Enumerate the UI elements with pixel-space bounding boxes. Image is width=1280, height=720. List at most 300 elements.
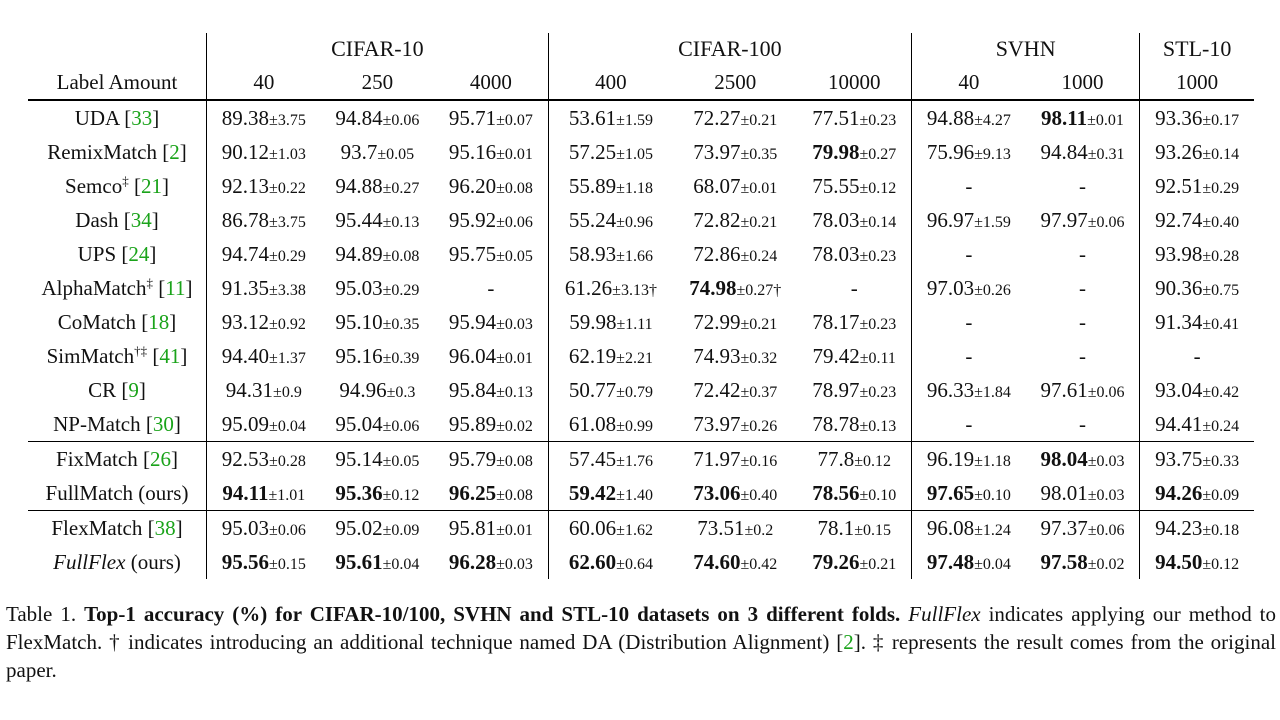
std-dev: ±0.06 bbox=[1087, 383, 1125, 401]
std-dev: ±3.75 bbox=[269, 213, 306, 231]
std-dev: ±0.03 bbox=[1087, 486, 1125, 504]
accuracy-value: 73.97 bbox=[693, 411, 741, 436]
accuracy-value: 72.86 bbox=[693, 241, 741, 266]
std-dev: ±0.12 bbox=[859, 179, 897, 197]
results-table bbox=[28, 33, 1254, 579]
std-dev: ±0.41 bbox=[1202, 315, 1240, 333]
value-cell bbox=[321, 545, 434, 579]
accuracy-value: 77.51 bbox=[812, 105, 860, 130]
std-dev: ±0.13 bbox=[859, 417, 897, 435]
table-row bbox=[28, 169, 1254, 203]
method-cell: CR [9] bbox=[88, 377, 146, 402]
dataset-header-row bbox=[28, 33, 1254, 65]
value-cell bbox=[797, 339, 911, 373]
value-cell bbox=[673, 407, 797, 442]
std-dev: ±0.01 bbox=[496, 145, 533, 163]
accuracy-value: 95.56 bbox=[221, 549, 270, 574]
std-dev: ±0.12 bbox=[854, 452, 891, 470]
std-dev: ±0.05 bbox=[496, 247, 533, 265]
std-dev: ±0.75 bbox=[1202, 281, 1240, 299]
citation-link[interactable]: 9 bbox=[128, 377, 139, 402]
std-dev: ±1.59 bbox=[616, 111, 653, 129]
table-row bbox=[28, 476, 1254, 511]
accuracy-value: 72.27 bbox=[693, 105, 741, 130]
std-dev: ±0.18 bbox=[1202, 521, 1240, 539]
method-name: FullFlex bbox=[53, 549, 126, 574]
accuracy-value: 90.36 bbox=[1155, 275, 1203, 300]
value-cell bbox=[434, 169, 548, 203]
std-dev: ±1.76 bbox=[616, 452, 653, 470]
value-cell bbox=[434, 511, 548, 546]
accuracy-value: 94.84 bbox=[335, 105, 383, 130]
accuracy-value: 73.97 bbox=[693, 139, 741, 164]
accuracy-value: 75.96 bbox=[926, 139, 975, 164]
accuracy-value: 96.19 bbox=[926, 446, 975, 471]
std-dev: ±0.11 bbox=[859, 349, 896, 367]
accuracy-value: 57.45 bbox=[568, 446, 617, 471]
method-cell: Dash [34] bbox=[75, 207, 159, 232]
value-cell bbox=[548, 407, 673, 442]
value-cell bbox=[912, 373, 1026, 407]
std-dev: ±0.27 bbox=[859, 145, 897, 163]
dataset-header-cifar100: CIFAR-100 bbox=[548, 33, 911, 65]
accuracy-value: 93.04 bbox=[1155, 377, 1203, 402]
accuracy-value: 97.97 bbox=[1040, 207, 1088, 232]
std-dev: ±0.08 bbox=[496, 179, 533, 197]
std-dev: ±0.06 bbox=[1087, 213, 1125, 231]
accuracy-value: - bbox=[487, 275, 495, 300]
table-row bbox=[28, 511, 1254, 546]
std-dev: ±0.79 bbox=[616, 383, 653, 401]
accuracy-value: 94.23 bbox=[1155, 515, 1203, 540]
table-row bbox=[28, 203, 1254, 237]
std-dev: ±0.12 bbox=[1202, 555, 1240, 573]
accuracy-value: 96.04 bbox=[448, 343, 497, 368]
std-dev: ±9.13 bbox=[974, 145, 1011, 163]
value-cell bbox=[1026, 135, 1140, 169]
method-name: UPS bbox=[77, 241, 117, 266]
accuracy-value: 74.93 bbox=[693, 343, 741, 368]
accuracy-value: 50.77 bbox=[568, 377, 617, 402]
accuracy-value: 74.98 bbox=[689, 275, 737, 300]
accuracy-value: 93.36 bbox=[1155, 105, 1203, 130]
dataset-header-stl10: STL-10 bbox=[1140, 33, 1254, 65]
value-cell bbox=[673, 237, 797, 271]
std-dev: ±0.21 bbox=[740, 111, 778, 129]
accuracy-value: 95.84 bbox=[448, 377, 497, 402]
accuracy-value: - bbox=[965, 173, 973, 198]
value-cell bbox=[912, 545, 1026, 579]
value-cell bbox=[1026, 203, 1140, 237]
value-cell bbox=[912, 135, 1026, 169]
col-header: 1000 bbox=[1026, 65, 1140, 100]
value-cell bbox=[434, 476, 548, 511]
accuracy-value: 95.02 bbox=[335, 515, 383, 540]
value-cell bbox=[797, 476, 911, 511]
accuracy-value: 95.61 bbox=[335, 549, 383, 574]
value-cell bbox=[912, 305, 1026, 339]
std-dev: ±1.05 bbox=[616, 145, 653, 163]
citation-link[interactable]: 18 bbox=[148, 309, 170, 334]
value-cell bbox=[207, 135, 321, 169]
std-dev: ±0.15 bbox=[269, 555, 306, 573]
accuracy-value: 94.41 bbox=[1155, 411, 1203, 436]
value-cell bbox=[797, 373, 911, 407]
accuracy-value: - bbox=[1078, 275, 1086, 300]
std-dev: ±0.08 bbox=[382, 247, 420, 265]
caption-cite[interactable]: 2 bbox=[843, 630, 854, 654]
value-cell bbox=[548, 442, 673, 477]
std-dev: ±0.29 bbox=[1202, 179, 1240, 197]
method-name: SimMatch bbox=[46, 344, 135, 368]
value-cell bbox=[912, 237, 1026, 271]
value-cell bbox=[1140, 305, 1254, 339]
std-dev: ±0.42 bbox=[740, 555, 778, 573]
std-dev: ±0.04 bbox=[269, 417, 306, 435]
caption-bold: Top-1 accuracy (%) for CIFAR-10/100, SVHN and STL-10 datasets on 3 different folds. bbox=[84, 602, 901, 626]
std-dev: ±0.28 bbox=[1202, 247, 1240, 265]
col-header: 1000 bbox=[1140, 65, 1254, 100]
accuracy-value: 95.36 bbox=[335, 480, 383, 505]
value-cell bbox=[1140, 169, 1254, 203]
std-dev: ±0.23 bbox=[859, 111, 897, 129]
table-row bbox=[28, 442, 1254, 477]
accuracy-value: - bbox=[965, 411, 973, 436]
accuracy-value: 78.17 bbox=[812, 309, 860, 334]
value-cell bbox=[797, 511, 911, 546]
value-cell bbox=[1140, 203, 1254, 237]
value-cell bbox=[1026, 407, 1140, 442]
value-cell bbox=[1140, 271, 1254, 305]
method-name: RemixMatch bbox=[47, 139, 157, 164]
accuracy-value: 96.08 bbox=[926, 515, 975, 540]
value-cell bbox=[912, 203, 1026, 237]
citation-link[interactable]: 26 bbox=[149, 446, 171, 471]
accuracy-value: 74.60 bbox=[693, 549, 741, 574]
std-dev: ±0.08 bbox=[496, 486, 533, 504]
citation-link[interactable]: 41 bbox=[159, 344, 181, 368]
accuracy-value: 97.37 bbox=[1040, 515, 1088, 540]
accuracy-value: 95.44 bbox=[335, 207, 383, 232]
value-cell bbox=[1026, 442, 1140, 477]
accuracy-value: 95.16 bbox=[448, 139, 497, 164]
value-cell bbox=[548, 135, 673, 169]
accuracy-value: - bbox=[1078, 173, 1086, 198]
value-cell bbox=[673, 100, 797, 135]
std-dev: ±1.40 bbox=[616, 486, 653, 504]
method-cell bbox=[28, 545, 207, 579]
value-cell bbox=[912, 511, 1026, 546]
value-cell bbox=[1026, 169, 1140, 203]
method-suffix: (ours) bbox=[130, 549, 181, 574]
accuracy-value: - bbox=[965, 241, 973, 266]
value-cell bbox=[797, 271, 911, 305]
std-dev: ±0.96 bbox=[616, 213, 653, 231]
value-cell bbox=[548, 511, 673, 546]
value-cell bbox=[321, 203, 434, 237]
value-cell bbox=[548, 100, 673, 135]
method-cell: AlphaMatch‡ [11] bbox=[41, 275, 193, 300]
std-dev: ±0.12 bbox=[382, 486, 420, 504]
accuracy-value: 95.89 bbox=[448, 411, 497, 436]
std-dev: ±0.10 bbox=[859, 486, 897, 504]
accuracy-value: 92.13 bbox=[221, 173, 270, 198]
accuracy-value: 95.92 bbox=[448, 207, 497, 232]
accuracy-value: 59.98 bbox=[569, 309, 617, 334]
std-dev: ±0.01 bbox=[496, 349, 533, 367]
std-dev: ±0.64 bbox=[616, 555, 653, 573]
accuracy-value: 79.42 bbox=[812, 343, 860, 368]
accuracy-value: 96.28 bbox=[448, 549, 497, 574]
value-cell bbox=[548, 237, 673, 271]
value-cell bbox=[1140, 237, 1254, 271]
col-header: 4000 bbox=[434, 65, 548, 100]
value-cell bbox=[321, 373, 434, 407]
caption-label: Table 1. bbox=[6, 602, 77, 626]
accuracy-value: - bbox=[965, 309, 973, 334]
method-footnote-mark: ‡ bbox=[122, 173, 129, 188]
std-dev: ±3.75 bbox=[269, 111, 306, 129]
value-cell bbox=[434, 305, 548, 339]
value-cell bbox=[207, 305, 321, 339]
accuracy-value: - bbox=[1078, 241, 1086, 266]
value-cell bbox=[1140, 511, 1254, 546]
accuracy-value: 95.09 bbox=[221, 411, 270, 436]
value-cell bbox=[912, 169, 1026, 203]
value-cell bbox=[321, 169, 434, 203]
accuracy-value: 53.61 bbox=[568, 105, 617, 130]
method-cell: UDA [33] bbox=[74, 105, 160, 130]
method-name: FullMatch (ours) bbox=[45, 480, 189, 505]
accuracy-value: 91.34 bbox=[1155, 309, 1203, 334]
method-name: CoMatch bbox=[57, 309, 136, 334]
std-dev: ±0.33 bbox=[1202, 452, 1240, 470]
value-cell bbox=[797, 169, 911, 203]
accuracy-value: 95.71 bbox=[448, 105, 497, 130]
std-dev: ±0.35 bbox=[382, 315, 420, 333]
accuracy-value: - bbox=[850, 275, 858, 300]
value-cell bbox=[434, 407, 548, 442]
value-cell bbox=[207, 442, 321, 477]
citation-link[interactable]: 38 bbox=[154, 515, 176, 540]
value-cell bbox=[321, 135, 434, 169]
std-dev: ±1.03 bbox=[269, 145, 306, 163]
accuracy-value: 93.7 bbox=[340, 139, 378, 164]
value-cell bbox=[1026, 339, 1140, 373]
std-dev: ±1.11 bbox=[616, 315, 653, 333]
std-dev: ±0.28 bbox=[269, 452, 306, 470]
value-cell bbox=[207, 511, 321, 546]
accuracy-value: 93.26 bbox=[1155, 139, 1203, 164]
std-dev: ±4.27 bbox=[974, 111, 1011, 129]
accuracy-value: 95.14 bbox=[335, 446, 383, 471]
std-dev: ±0.05 bbox=[377, 145, 415, 163]
std-dev: ±0.42 bbox=[1202, 383, 1240, 401]
value-cell bbox=[1026, 100, 1140, 135]
value-cell bbox=[548, 169, 673, 203]
std-dev: ±0.31 bbox=[1087, 145, 1125, 163]
col-header: 2500 bbox=[673, 65, 797, 100]
std-dev: ±0.92 bbox=[269, 315, 306, 333]
std-dev: ±0.99 bbox=[616, 417, 653, 435]
method-footnote-mark: ‡ bbox=[146, 275, 153, 290]
accuracy-value: - bbox=[1078, 411, 1086, 436]
accuracy-value: 78.78 bbox=[812, 411, 860, 436]
std-dev: ±1.66 bbox=[616, 247, 653, 265]
accuracy-value: 94.84 bbox=[1040, 139, 1088, 164]
accuracy-value: 59.42 bbox=[568, 480, 617, 505]
value-cell bbox=[1140, 135, 1254, 169]
accuracy-value: 94.31 bbox=[225, 377, 274, 402]
accuracy-value: 98.04 bbox=[1040, 446, 1088, 471]
std-dev: ±0.03 bbox=[496, 555, 533, 573]
accuracy-value: 95.04 bbox=[335, 411, 383, 436]
accuracy-value: 95.03 bbox=[335, 275, 383, 300]
accuracy-value: 92.74 bbox=[1155, 207, 1203, 232]
accuracy-value: 94.96 bbox=[339, 377, 387, 402]
table-row bbox=[28, 339, 1254, 373]
citation-link[interactable]: 30 bbox=[152, 411, 174, 436]
value-cell bbox=[673, 511, 797, 546]
citation-link[interactable]: 33 bbox=[131, 105, 153, 130]
accuracy-value: 96.20 bbox=[448, 173, 497, 198]
value-cell bbox=[797, 237, 911, 271]
value-cell bbox=[673, 476, 797, 511]
accuracy-value: 89.38 bbox=[221, 105, 270, 130]
value-cell bbox=[207, 100, 321, 135]
method-name: Semco bbox=[65, 174, 123, 198]
accuracy-value: 60.06 bbox=[568, 515, 617, 540]
std-dev: ±0.22 bbox=[269, 179, 306, 197]
std-dev: ±1.18 bbox=[616, 179, 653, 197]
std-dev: ±1.84 bbox=[974, 383, 1011, 401]
std-dev: ±0.26 bbox=[974, 281, 1011, 299]
method-cell: SimMatch†‡ [41] bbox=[46, 343, 188, 368]
value-cell bbox=[673, 339, 797, 373]
value-cell bbox=[321, 511, 434, 546]
value-cell bbox=[548, 203, 673, 237]
label-amount-row bbox=[28, 65, 1254, 100]
table-row bbox=[28, 305, 1254, 339]
std-dev: ±0.32 bbox=[740, 349, 778, 367]
value-cell bbox=[207, 203, 321, 237]
accuracy-value: 58.93 bbox=[568, 241, 617, 266]
accuracy-value: 95.75 bbox=[448, 241, 497, 266]
value-cell bbox=[1140, 442, 1254, 477]
value-cell bbox=[207, 407, 321, 442]
std-dev: ±0.29 bbox=[269, 247, 306, 265]
std-dev: ±0.08 bbox=[496, 452, 533, 470]
value-cell bbox=[321, 339, 434, 373]
value-cell bbox=[673, 135, 797, 169]
value-cell bbox=[207, 339, 321, 373]
std-dev: ±0.01 bbox=[496, 521, 533, 539]
accuracy-value: 97.61 bbox=[1040, 377, 1088, 402]
citation-link[interactable]: 21 bbox=[140, 174, 162, 198]
accuracy-value: 73.51 bbox=[697, 515, 745, 540]
accuracy-value: 93.98 bbox=[1155, 241, 1203, 266]
accuracy-value: 95.94 bbox=[448, 309, 497, 334]
accuracy-value: 93.75 bbox=[1155, 446, 1203, 471]
accuracy-value: 97.65 bbox=[926, 480, 975, 505]
accuracy-value: 94.11 bbox=[222, 480, 269, 505]
value-cell bbox=[797, 442, 911, 477]
accuracy-value: 94.40 bbox=[221, 343, 270, 368]
dataset-header-cifar10: CIFAR-10 bbox=[207, 33, 549, 65]
std-dev: ±1.62 bbox=[616, 521, 653, 539]
value-cell bbox=[912, 476, 1026, 511]
accuracy-value: 61.08 bbox=[568, 411, 617, 436]
accuracy-value: 94.26 bbox=[1155, 480, 1203, 505]
std-dev: ±0.02 bbox=[1087, 555, 1125, 573]
value-cell bbox=[434, 545, 548, 579]
accuracy-value: 95.81 bbox=[448, 515, 497, 540]
std-dev: ±0.39 bbox=[382, 349, 420, 367]
value-cell bbox=[1140, 545, 1254, 579]
std-dev: ±1.18 bbox=[974, 452, 1011, 470]
accuracy-value: 95.03 bbox=[221, 515, 270, 540]
value-cell bbox=[912, 271, 1026, 305]
std-dev: ±0.07 bbox=[496, 111, 533, 129]
accuracy-value: 98.01 bbox=[1040, 480, 1088, 505]
value-cell bbox=[321, 237, 434, 271]
accuracy-value: 62.60 bbox=[568, 549, 617, 574]
accuracy-value: 72.42 bbox=[693, 377, 741, 402]
accuracy-value: 78.03 bbox=[812, 207, 860, 232]
value-cell bbox=[207, 476, 321, 511]
citation-link[interactable]: 24 bbox=[128, 241, 150, 266]
accuracy-value: 91.35 bbox=[221, 275, 270, 300]
col-header: 10000 bbox=[797, 65, 911, 100]
accuracy-value: 98.11 bbox=[1041, 105, 1088, 130]
value-cell bbox=[207, 237, 321, 271]
std-dev: ±0.15 bbox=[854, 521, 891, 539]
value-cell bbox=[797, 407, 911, 442]
value-cell bbox=[1026, 373, 1140, 407]
value-cell bbox=[673, 373, 797, 407]
value-cell bbox=[1026, 511, 1140, 546]
value-cell bbox=[207, 271, 321, 305]
value-cell bbox=[321, 407, 434, 442]
citation-link[interactable]: 34 bbox=[130, 207, 152, 232]
citation-link[interactable]: 11 bbox=[165, 276, 186, 300]
value-cell bbox=[321, 271, 434, 305]
citation-link[interactable]: 2 bbox=[169, 139, 180, 164]
value-cell bbox=[434, 271, 548, 305]
std-dev: ±0.40 bbox=[1202, 213, 1240, 231]
accuracy-value: - bbox=[1193, 343, 1201, 368]
value-cell bbox=[1026, 545, 1140, 579]
std-dev: ±0.14 bbox=[859, 213, 897, 231]
caption-text1: indicates applying our method to FlexMatch. † indicates introducing an additional technique named DA (Distribution Alignment) [ bbox=[6, 602, 1277, 654]
std-dev: ±3.38 bbox=[269, 281, 306, 299]
accuracy-value: 94.74 bbox=[221, 241, 270, 266]
table-row bbox=[28, 100, 1254, 135]
accuracy-value: 55.24 bbox=[568, 207, 617, 232]
std-dev: ±0.03 bbox=[496, 315, 533, 333]
accuracy-value: 78.1 bbox=[817, 515, 855, 540]
value-cell bbox=[797, 135, 911, 169]
std-dev: ±0.9 bbox=[273, 383, 302, 401]
method-name: NP-Match bbox=[53, 411, 141, 436]
method-name: CR bbox=[88, 377, 117, 402]
std-dev: ±0.29 bbox=[382, 281, 420, 299]
accuracy-value: 94.50 bbox=[1155, 549, 1203, 574]
value-cell bbox=[548, 545, 673, 579]
method-name: AlphaMatch bbox=[41, 276, 147, 300]
method-name: FlexMatch bbox=[51, 515, 143, 540]
std-dev: ±0.05 bbox=[382, 452, 420, 470]
